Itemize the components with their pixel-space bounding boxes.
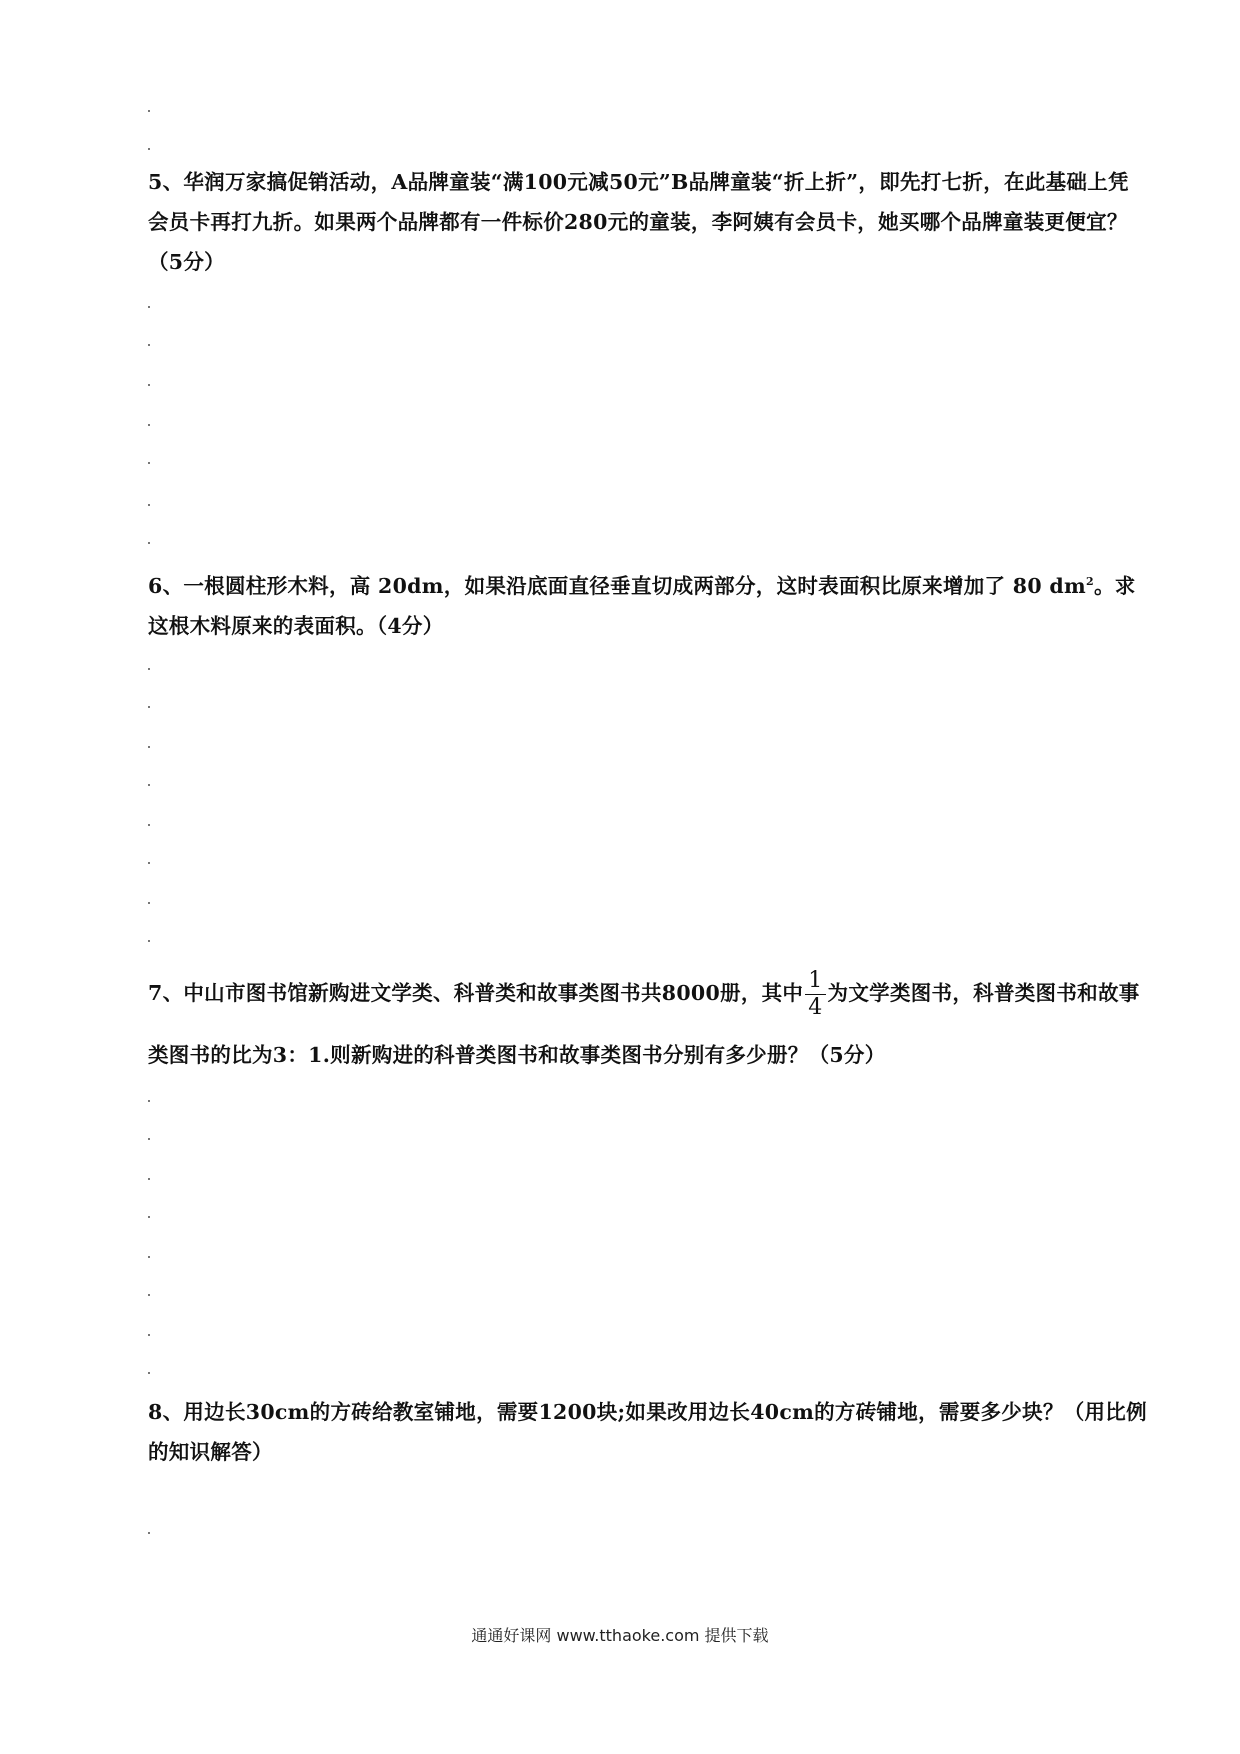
- blank-line-marker: [148, 148, 150, 150]
- blank-line-marker: [148, 706, 150, 708]
- blank-line-marker: [148, 746, 150, 748]
- blank-line-marker: [148, 940, 150, 942]
- blank-line-marker: [148, 862, 150, 864]
- blank-line-marker: [148, 902, 150, 904]
- question-number: 7、: [148, 981, 184, 1005]
- blank-line-marker: [148, 1334, 150, 1336]
- question-number: 6、: [148, 573, 184, 598]
- question-5: [148, 162, 1148, 282]
- blank-line-marker: [148, 1372, 150, 1374]
- blank-line-marker: [148, 306, 150, 308]
- question-text: 用边长30cm的方砖给教室铺地，需要1200块;如果改用边长40cm的方砖铺地，需要多少块？（用比例的知识解答）: [148, 1400, 1147, 1464]
- blank-line-marker: [148, 504, 150, 506]
- superscript-exponent: 2: [1086, 575, 1094, 588]
- blank-line-marker: [148, 1532, 150, 1534]
- question-7: [148, 962, 1148, 1086]
- blank-line-marker: [148, 1216, 150, 1218]
- blank-line-marker: [148, 384, 150, 386]
- question-text-continued: 。求这根木料原来的表面积。（4分）: [148, 573, 1136, 638]
- question-text-continued: 为文学类图书，科普类图书和故事类图书的比为3：1.则新购进的科普类图书和故事类图书分别有多少册？（5分）: [148, 981, 1140, 1067]
- blank-line-marker: [148, 784, 150, 786]
- blank-line-marker: [148, 1256, 150, 1258]
- blank-line-marker: [148, 1178, 150, 1180]
- question-number: 5、: [148, 170, 184, 194]
- question-text: 华润万家搞促销活动，A品牌童装“满100元减50元”B品牌童装“折上折”，即先打七折，在此基础上凭会员卡再打九折。如果两个品牌都有一件标价280元的童装，李阿姨有会员卡，她买哪个品牌童装更便宜？（5分）: [148, 170, 1129, 274]
- blank-line-marker: [148, 424, 150, 426]
- blank-line-marker: [148, 1138, 150, 1140]
- blank-line-marker: [148, 1100, 150, 1102]
- question-8: [148, 1392, 1148, 1472]
- question-text: 一根圆柱形木料，高 20dm，如果沿底面直径垂直切成两部分，这时表面积比原来增加了 80 dm: [183, 573, 1086, 598]
- fraction: [805, 968, 825, 1021]
- blank-line-marker: [148, 668, 150, 670]
- fraction-denominator: 4: [808, 995, 823, 1020]
- blank-line-marker: [148, 344, 150, 346]
- blank-line-marker: [148, 110, 150, 112]
- question-number: 8、: [148, 1400, 184, 1424]
- question-text: 中山市图书馆新购进文学类、科普类和故事类图书共8000册，其中: [183, 981, 804, 1005]
- blank-line-marker: [148, 824, 150, 826]
- page-footer: 通通好课网 www.tthaoke.com 提供下载: [471, 1626, 769, 1645]
- blank-line-marker: [148, 1294, 150, 1296]
- blank-line-marker: [148, 542, 150, 544]
- fraction-numerator: 1: [805, 968, 825, 995]
- question-6: [148, 562, 1148, 646]
- blank-line-marker: [148, 462, 150, 464]
